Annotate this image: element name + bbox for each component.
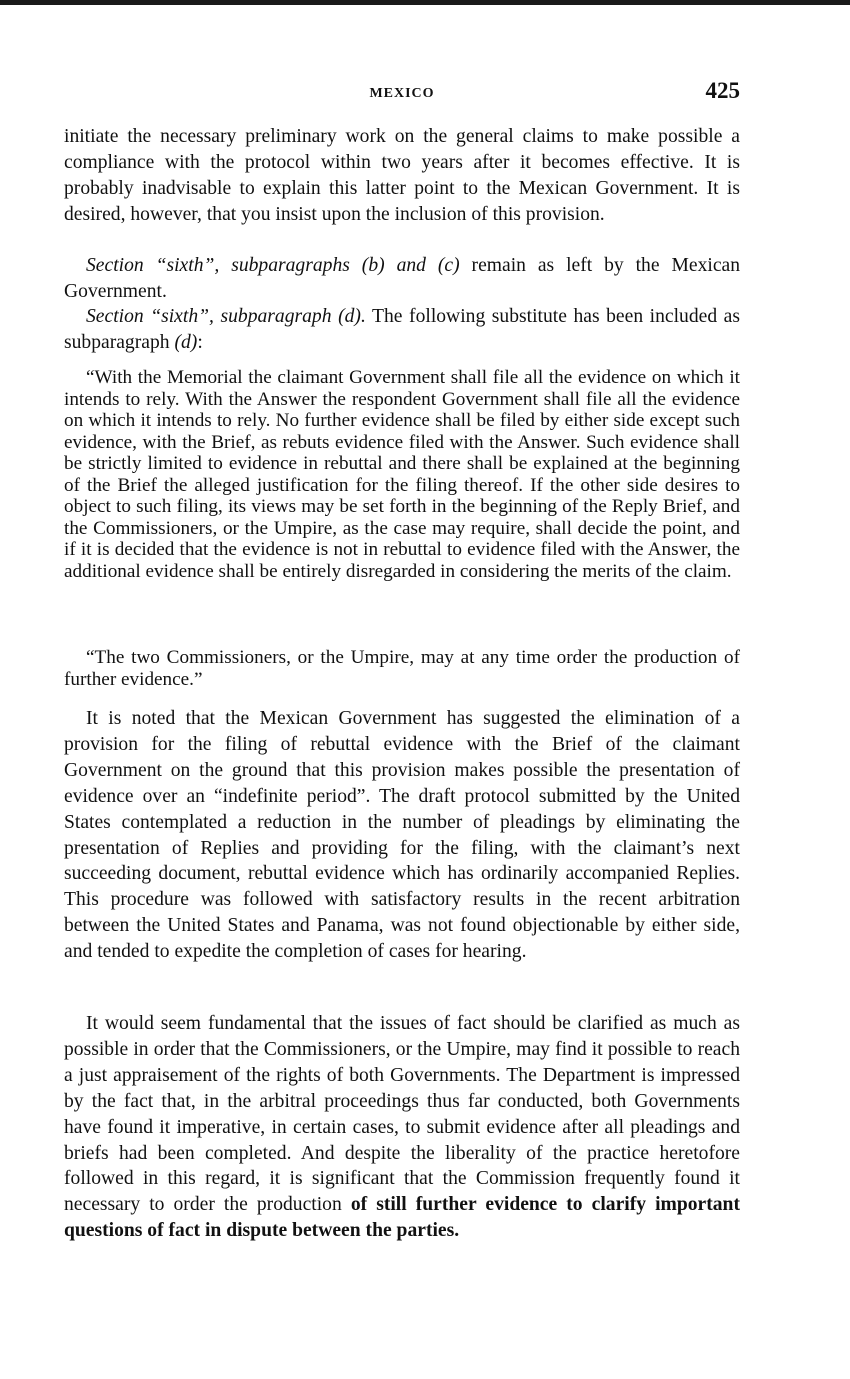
top-border-rule xyxy=(0,0,850,5)
paragraph-issues-of-fact xyxy=(64,1011,740,1244)
page-header xyxy=(64,78,740,108)
paragraph-text: remain as left by the Mexican Government. xyxy=(64,255,741,302)
paragraph-section-sixth-d xyxy=(64,304,740,356)
paragraph-continuation: initiate the necessary preliminary work on the general claims to make possible a compliance with the protocol within two years after it becomes effective. It is probably inadvisable to explain this latter point to the Mexican Government. It is desired, however, that you insist upon the inclusion of this provision. xyxy=(64,126,740,225)
colon: : xyxy=(197,331,203,353)
section-label: Section “sixth”, subparagraphs xyxy=(86,255,350,276)
subparagraph-ref: (d). xyxy=(338,306,366,327)
subparagraph-ref: (d) xyxy=(174,331,198,353)
paragraph-rebuttal-evidence: It is noted that the Mexican Government has suggested the elimination of a provision for the filing of rebuttal evidence with the Brief of the claimant Government on the ground that this provision makes possible the presentation of evidence over an “indefinite period”. The draft protocol submitted by the United States contemplated a reduction in the number of pleadings by eliminating the presentation of Replies and providing for the filing, with the claimant’s next succeeding document, rebuttal evidence which has ordinarily accompanied Replies. This procedure was followed with satisfactory results in the recent arbitration between the United States and Panama, was not found objectionable by either side, and tended to expedite the completion of cases for hearing. xyxy=(64,708,740,963)
section-label: Section “sixth”, subparagraph xyxy=(86,306,332,327)
page-number: 425 xyxy=(705,78,740,103)
paragraph-text-bold: of still further evidence to clarify important questions of fact in dispute between the parties. xyxy=(64,1194,740,1242)
quoted-further-evidence: “The two Commissioners, or the Umpire, may at any time order the production of further evidence.” xyxy=(64,647,740,690)
running-head: MEXICO xyxy=(369,86,435,101)
paragraph-section-sixth-b-c xyxy=(64,253,740,305)
conjunction: and xyxy=(396,255,426,276)
quoted-subparagraph-d: “With the Memorial the claimant Government shall file all the evidence on which it intends to rely. With the Answer the respondent Government shall file all the evidence on which it intends to rely. No further evidence shall be filed by either side except such evidence, with the Brief, as rebuts evidence filed with the Answer. Such evidence shall be strictly limited to evidence in rebuttal and there shall be explained at the beginning of the Brief the alleged justification for the filing thereof. If the other side desires to object to such filing, its views may be set forth in the beginning of the Reply Brief, and the Commissioners, or the Umpire, as the case may require, shall decide the point, and if it is decided that the evidence is not in rebuttal to evidence filed with the Answer, the additional evidence shall be entirely disregarded in considering the merits of the claim. xyxy=(64,367,740,582)
paragraph-text: It would seem fundamental that the issues of fact should be clarified as much as possible in order that the Commissioners, or the Umpire, may find it possible to reach a just appraisement of the rights of both Governments. The Department is impressed by the fact that, in the arbitral proceedings thus far conducted, both Governments have found it imperative, in certain cases, to submit evidence after all pleadings and briefs had been completed. And despite the liberality of the practice heretofore followed in this regard, it is significant that the Commission frequently found it necessary to order the production xyxy=(64,1013,740,1216)
subparagraph-ref: (c) xyxy=(437,255,460,276)
paragraph-text: The following substitute has been included as subparagraph xyxy=(64,306,741,353)
subparagraph-ref: (b) xyxy=(361,255,385,276)
